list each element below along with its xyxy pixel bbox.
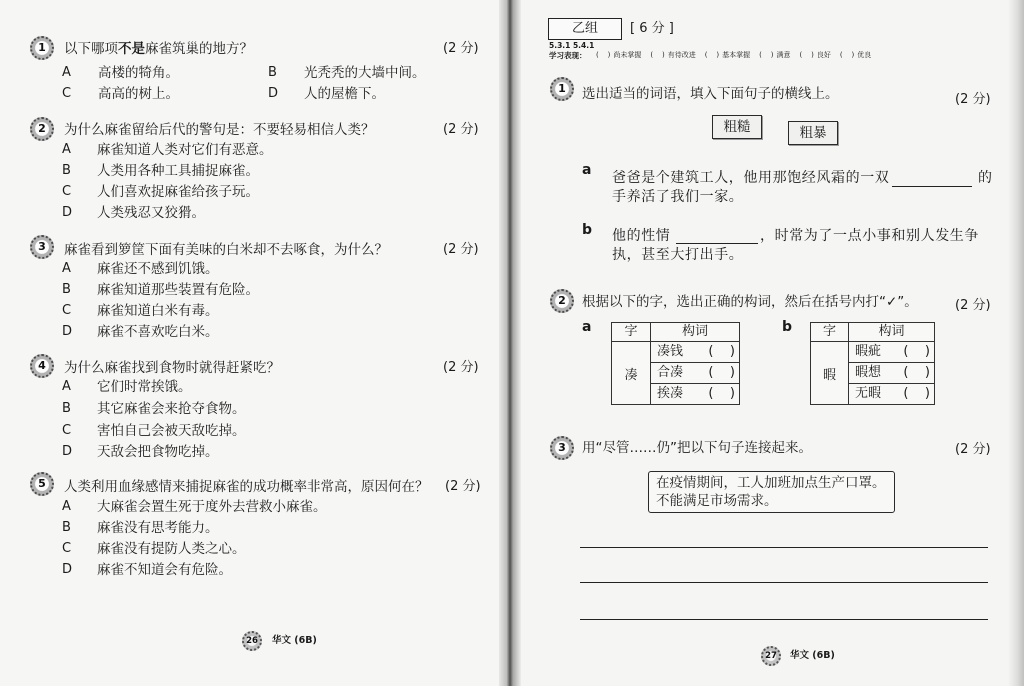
performance-level bbox=[596, 51, 641, 60]
sentence-text: 的 bbox=[978, 170, 993, 186]
table-row bbox=[651, 342, 740, 363]
level-bracket: ( ) bbox=[759, 51, 774, 59]
option-letter: C bbox=[62, 423, 72, 438]
footer-label: 华文 (6B) bbox=[272, 635, 317, 646]
fill-in-blank bbox=[676, 243, 758, 244]
book-spine bbox=[499, 0, 521, 686]
answer-bracket: ( ) bbox=[708, 365, 735, 380]
sentence-text: 他的性情 bbox=[612, 228, 671, 244]
word-option: 无暇 bbox=[855, 386, 882, 401]
question-marks: (2 分) bbox=[955, 442, 991, 457]
item-letter: a bbox=[582, 319, 592, 335]
level-bracket: ( ) bbox=[704, 51, 720, 59]
question-prompt: 选出适当的词语，填入下面句子的横线上。 bbox=[582, 86, 839, 102]
section-marks: [ 6 分 ] bbox=[630, 21, 674, 36]
table-row bbox=[849, 363, 935, 384]
question-number-badge: 3 bbox=[30, 235, 54, 259]
question-marks: (2 分) bbox=[955, 298, 991, 313]
question-prompt: 用“尽管……仍”把以下句子连接起来。 bbox=[582, 440, 812, 456]
option-text: 光秃秃的大墙中间。 bbox=[304, 65, 426, 81]
answer-line bbox=[580, 619, 988, 620]
question-prompt bbox=[64, 40, 253, 58]
item-letter: b bbox=[582, 222, 593, 238]
option-text: 麻雀没有提防人类之心。 bbox=[97, 541, 246, 557]
word-formation-table-b bbox=[810, 322, 935, 405]
question-marks: (2 分) bbox=[443, 41, 479, 56]
word-formation-table-a bbox=[611, 322, 740, 405]
table-header-words: 构词 bbox=[849, 323, 935, 342]
item-letter: b bbox=[782, 319, 793, 335]
performance-level bbox=[759, 51, 790, 60]
question-number-badge: 1 bbox=[550, 77, 574, 101]
page-edge-shadow bbox=[1008, 0, 1024, 686]
option-text: 麻雀知道那些装置有危险。 bbox=[97, 282, 259, 298]
sentence-line: 在疫情期间，工人加班加点生产口罩。 bbox=[656, 475, 886, 491]
level-label: 基本掌握 bbox=[722, 51, 751, 59]
option-text: 它们时常挨饿。 bbox=[97, 379, 192, 395]
prompt-emphasis: 不是 bbox=[118, 41, 145, 57]
option-text: 高楼的犄角。 bbox=[98, 65, 179, 81]
level-bracket: ( ) bbox=[799, 51, 814, 59]
question-prompt: 为什么麻雀找到食物时就得赶紧吃？ bbox=[64, 360, 280, 376]
section-label: 乙组 bbox=[571, 21, 598, 36]
option-letter: A bbox=[62, 142, 71, 157]
answer-bracket: ( ) bbox=[903, 386, 930, 401]
prompt-text: 麻雀筑巢的地方？ bbox=[145, 41, 253, 57]
sentence-box bbox=[648, 471, 895, 513]
table-row bbox=[651, 363, 740, 384]
question-marks: (2 分) bbox=[445, 479, 481, 494]
word-option: 挨凑 bbox=[657, 386, 684, 401]
sentence-text: 执，甚至大打出手。 bbox=[612, 247, 744, 263]
question-number-badge: 4 bbox=[30, 354, 54, 378]
option-letter: A bbox=[62, 379, 71, 394]
table-char: 凑 bbox=[612, 342, 651, 405]
question-prompt: 麻雀看到箩筐下面有美味的白米却不去啄食，为什么？ bbox=[64, 242, 388, 258]
table-char: 暇 bbox=[811, 342, 849, 405]
level-label: 尚未掌握 bbox=[613, 51, 642, 59]
table-header-char: 字 bbox=[811, 323, 849, 342]
left-page bbox=[0, 0, 506, 686]
table-header-char: 字 bbox=[612, 323, 651, 342]
question-marks: (2 分) bbox=[443, 360, 479, 375]
question-number-badge: 2 bbox=[550, 289, 574, 313]
level-label: 优良 bbox=[857, 51, 872, 59]
option-letter: B bbox=[268, 65, 277, 80]
option-text: 麻雀没有思考能力。 bbox=[97, 520, 219, 536]
page-number-badge: 27 bbox=[761, 646, 781, 666]
word-option: 暇想 bbox=[855, 365, 882, 380]
question-number-badge: 2 bbox=[30, 117, 54, 141]
option-text: 人的屋檐下。 bbox=[304, 86, 385, 102]
option-letter: C bbox=[62, 541, 72, 556]
word-option: 暇疵 bbox=[855, 344, 882, 359]
question-marks: (2 分) bbox=[443, 242, 479, 257]
standards-code: 5.3.1 5.4.1 bbox=[549, 41, 595, 50]
level-bracket: ( ) bbox=[596, 51, 611, 59]
option-letter: D bbox=[62, 444, 73, 459]
sentence-line: 不能满足市场需求。 bbox=[656, 493, 778, 509]
performance-label: 学习表现： bbox=[549, 51, 587, 60]
option-text: 麻雀知道人类对它们有恶意。 bbox=[97, 142, 273, 158]
option-letter: D bbox=[62, 324, 73, 339]
answer-line bbox=[580, 547, 988, 548]
option-letter: A bbox=[62, 261, 71, 276]
option-text: 高高的树上。 bbox=[98, 86, 179, 102]
word-choice-box: 粗暴 bbox=[788, 121, 838, 145]
option-text: 人类用各种工具捕捉麻雀。 bbox=[97, 163, 259, 179]
option-letter: B bbox=[62, 163, 71, 178]
item-letter: a bbox=[582, 162, 592, 178]
option-text: 其它麻雀会来抢夺食物。 bbox=[97, 401, 246, 417]
question-marks: (2 分) bbox=[443, 122, 479, 137]
level-label: 满意 bbox=[776, 51, 791, 59]
option-letter: B bbox=[62, 401, 71, 416]
level-label: 有待改进 bbox=[667, 51, 696, 59]
option-text: 麻雀不喜欢吃白米。 bbox=[97, 324, 219, 340]
table-row bbox=[849, 384, 935, 405]
option-text: 大麻雀会置生死于度外去营救小麻雀。 bbox=[97, 499, 327, 515]
option-letter: C bbox=[62, 184, 72, 199]
option-text: 麻雀还不感到饥饿。 bbox=[97, 261, 219, 277]
performance-level bbox=[800, 51, 831, 60]
option-letter: C bbox=[62, 86, 72, 101]
performance-levels bbox=[596, 51, 871, 60]
page-number-badge: 26 bbox=[242, 631, 262, 651]
question-number-badge: 1 bbox=[30, 36, 54, 60]
answer-bracket: ( ) bbox=[903, 365, 930, 380]
prompt-text: 以下哪项 bbox=[64, 41, 118, 57]
option-letter: D bbox=[62, 205, 73, 220]
level-bracket: ( ) bbox=[650, 51, 665, 59]
table-header-words: 构词 bbox=[651, 323, 740, 342]
option-text: 天敌会把食物吃掉。 bbox=[97, 444, 219, 460]
sentence-text: 手养活了我们一家。 bbox=[612, 189, 744, 205]
sentence-text: ，时常为了一点小事和别人发生争 bbox=[760, 228, 979, 244]
option-letter: C bbox=[62, 303, 72, 318]
section-label-box bbox=[548, 18, 622, 40]
word-option: 凑钱 bbox=[657, 344, 684, 359]
footer-label: 华文 (6B) bbox=[790, 650, 835, 661]
question-number-badge: 3 bbox=[550, 436, 574, 460]
word-option: 合凑 bbox=[657, 365, 684, 380]
question-prompt: 人类利用血缘感情来捕捉麻雀的成功概率非常高，原因何在？ bbox=[64, 479, 429, 495]
answer-line bbox=[580, 582, 988, 583]
answer-bracket: ( ) bbox=[708, 344, 735, 359]
fill-in-blank bbox=[892, 186, 972, 187]
option-text: 人类残忍又狡猾。 bbox=[97, 205, 205, 221]
option-letter: A bbox=[62, 65, 71, 80]
table-row bbox=[651, 384, 740, 405]
option-letter: B bbox=[62, 520, 71, 535]
option-letter: D bbox=[268, 86, 279, 101]
word-choice-box: 粗糙 bbox=[712, 115, 762, 139]
option-text: 麻雀不知道会有危险。 bbox=[97, 562, 232, 578]
option-letter: A bbox=[62, 499, 71, 514]
question-prompt: 根据以下的字，选出正确的构词，然后在括号内打“✓”。 bbox=[582, 294, 918, 310]
performance-level bbox=[705, 51, 750, 60]
option-letter: B bbox=[62, 282, 71, 297]
question-number-badge: 5 bbox=[30, 472, 54, 496]
sentence-text: 爸爸是个建筑工人，他用那饱经风霜的一双 bbox=[612, 170, 890, 186]
answer-bracket: ( ) bbox=[708, 386, 735, 401]
option-text: 麻雀知道白米有毒。 bbox=[97, 303, 219, 319]
table-row bbox=[849, 342, 935, 363]
question-prompt: 为什么麻雀留给后代的警句是：不要轻易相信人类？ bbox=[64, 122, 375, 138]
option-text: 人们喜欢捉麻雀给孩子玩。 bbox=[97, 184, 259, 200]
performance-level bbox=[650, 51, 695, 60]
performance-level bbox=[840, 51, 871, 60]
answer-bracket: ( ) bbox=[903, 344, 930, 359]
level-bracket: ( ) bbox=[839, 51, 855, 59]
option-text: 害怕自己会被天敌吃掉。 bbox=[97, 423, 246, 439]
option-letter: D bbox=[62, 562, 73, 577]
level-label: 良好 bbox=[816, 51, 831, 59]
question-marks: (2 分) bbox=[955, 92, 991, 107]
